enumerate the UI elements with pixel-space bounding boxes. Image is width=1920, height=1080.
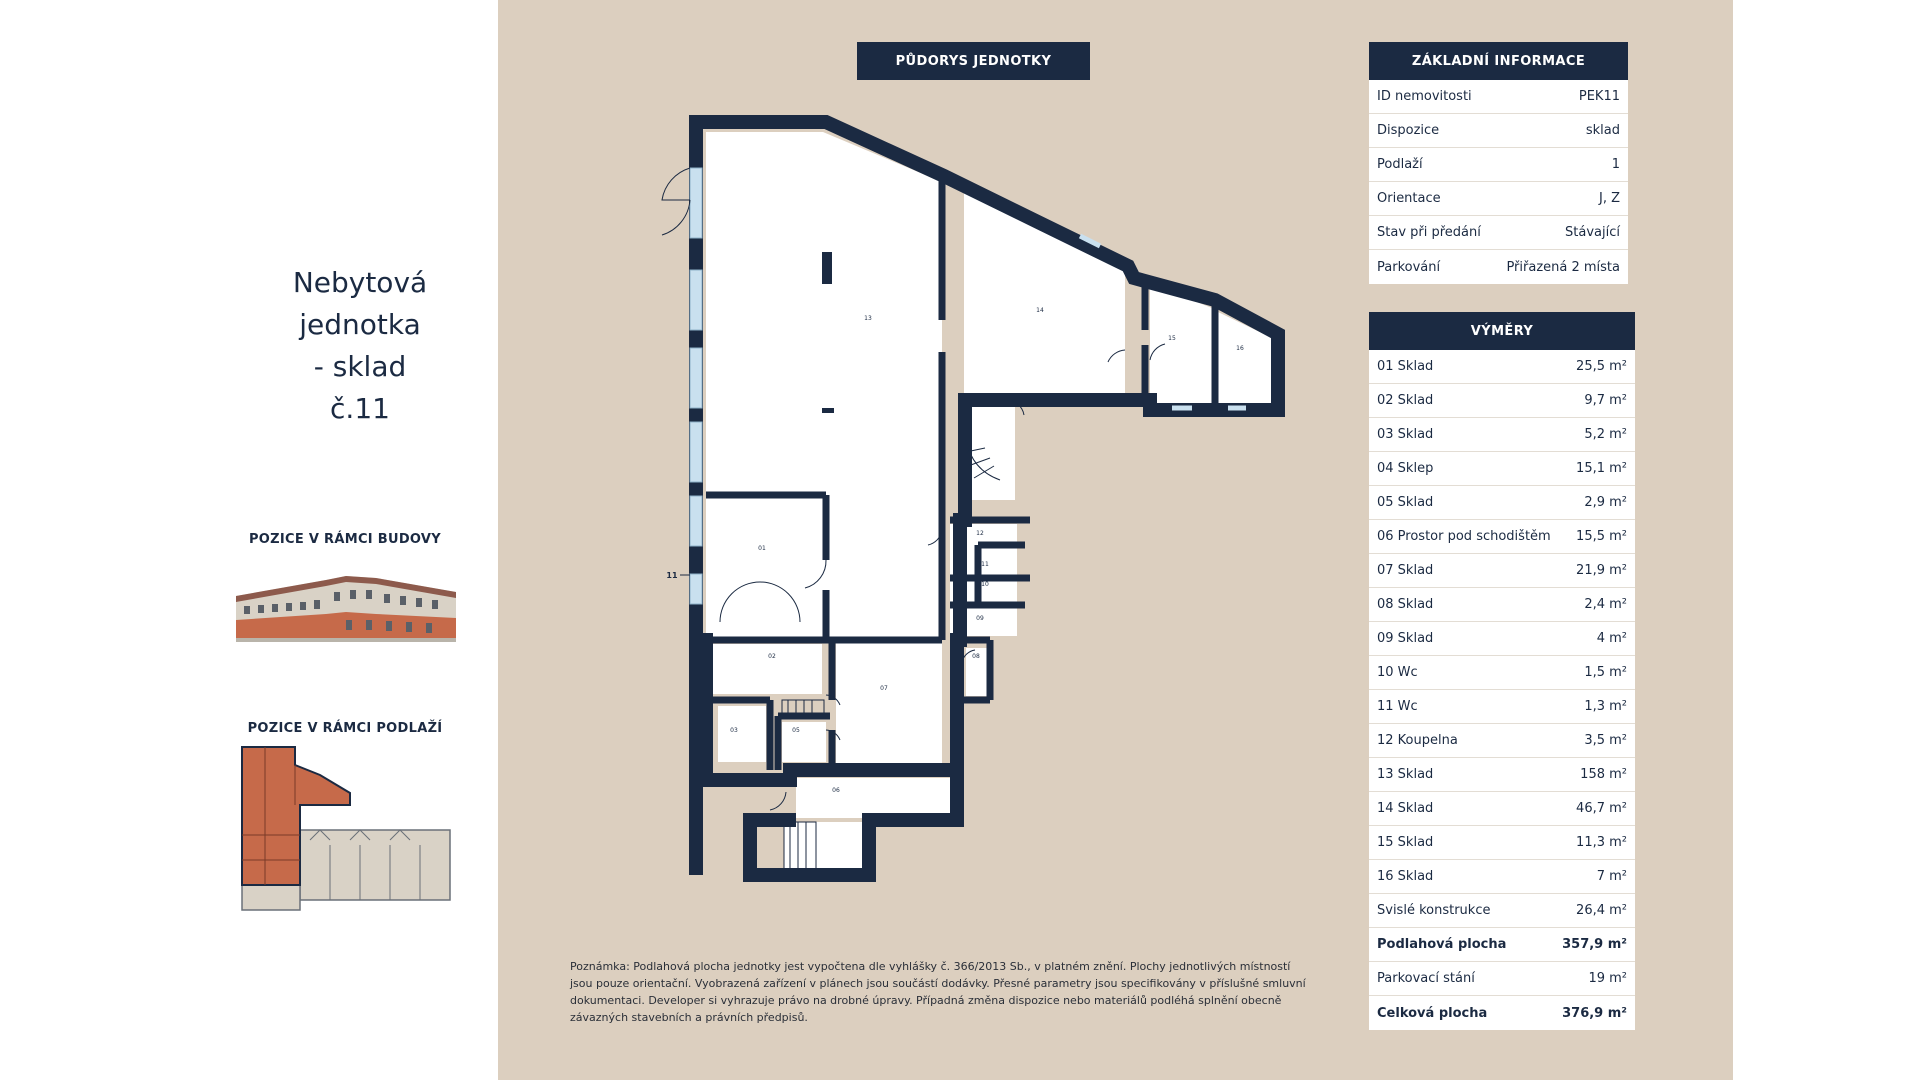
area-row bbox=[1369, 758, 1635, 792]
area-row-value: 9,7 m² bbox=[1584, 393, 1627, 408]
area-row bbox=[1369, 452, 1635, 486]
room-label-06: 06 bbox=[832, 787, 840, 794]
disclaimer-note: Poznámka: Podlahová plocha jednotky jest vypočtena dle vyhlášky č. 366/2013 Sb., v platném znění. Plochy jednotlivých místností jsou pouze orientační. Vyobrazená zařízení v plánech jsou součástí dodávky. Přesné parametry jsou specifikovány v příslušné smluvní dokumentaci. Developer si vyhrazuje právo na drobné úpravy. Případná změna dispozice nebo materiálů podléhá splnění obecně závazných stavebních a právních předpisů. bbox=[570, 960, 1306, 1024]
area-row-value: 11,3 m² bbox=[1576, 835, 1627, 850]
room-label-15: 15 bbox=[1168, 335, 1176, 342]
title-line-3: - sklad bbox=[313, 350, 407, 383]
area-row-value: 7 m² bbox=[1596, 869, 1627, 884]
position-building-label: POZICE V RÁMCI BUDOVY bbox=[248, 532, 442, 547]
area-row-value: 46,7 m² bbox=[1576, 801, 1627, 816]
area-row bbox=[1369, 860, 1635, 894]
area-row-value: 158 m² bbox=[1580, 767, 1627, 782]
area-row-label: 08 Sklad bbox=[1377, 597, 1434, 612]
area-row bbox=[1369, 418, 1635, 452]
area-row-label: 04 Sklep bbox=[1377, 461, 1434, 476]
area-row-label: 11 Wc bbox=[1377, 699, 1418, 714]
info-row: Dispozice sklad bbox=[1369, 114, 1628, 148]
area-row-value: 26,4 m² bbox=[1576, 903, 1627, 918]
area-row bbox=[1369, 588, 1635, 622]
area-row-label: Svislé konstrukce bbox=[1377, 903, 1491, 918]
area-row bbox=[1369, 656, 1635, 690]
room-label-08: 08 bbox=[972, 653, 980, 660]
room-label-02: 02 bbox=[768, 653, 776, 660]
areas-table bbox=[1369, 350, 1635, 1030]
floorplan-header: PŮDORYS JEDNOTKY bbox=[857, 42, 1090, 80]
room-label-14: 14 bbox=[1036, 307, 1044, 314]
area-row-label: 10 Wc bbox=[1377, 665, 1418, 680]
area-row-label: 05 Sklad bbox=[1377, 495, 1434, 510]
area-row-value: 376,9 m² bbox=[1562, 1005, 1627, 1021]
room-label-10: 10 bbox=[981, 581, 989, 588]
room-label-09: 09 bbox=[976, 615, 984, 622]
area-row-label: Podlahová plocha bbox=[1377, 937, 1507, 952]
area-row-label: Parkovací stání bbox=[1377, 971, 1475, 986]
left-column bbox=[0, 0, 498, 1080]
area-row-label: 16 Sklad bbox=[1377, 869, 1434, 884]
area-row bbox=[1369, 962, 1635, 996]
area-row-value: 3,5 m² bbox=[1584, 733, 1627, 748]
area-row-label: 02 Sklad bbox=[1377, 393, 1434, 408]
area-row-value: 25,5 m² bbox=[1576, 359, 1627, 374]
area-row-label: 06 Prostor pod schodištěm bbox=[1377, 529, 1551, 544]
room-label-11: 11 bbox=[981, 561, 989, 568]
area-row bbox=[1369, 622, 1635, 656]
info-row: ID nemovitosti PEK11 bbox=[1369, 80, 1628, 114]
area-row bbox=[1369, 384, 1635, 418]
unit-title bbox=[200, 262, 520, 430]
area-row bbox=[1369, 554, 1635, 588]
area-row-value: 2,9 m² bbox=[1584, 495, 1627, 510]
area-row-label: 12 Koupelna bbox=[1377, 733, 1458, 748]
floor-plan bbox=[660, 110, 1300, 890]
area-row bbox=[1369, 996, 1635, 1030]
area-row bbox=[1369, 724, 1635, 758]
room-label-12: 12 bbox=[976, 530, 984, 537]
area-row-label: 09 Sklad bbox=[1377, 631, 1434, 646]
area-row bbox=[1369, 894, 1635, 928]
title-line-1: Nebytová bbox=[292, 266, 428, 299]
info-row: Stav při předání Stávající bbox=[1369, 216, 1628, 250]
floor-position-image bbox=[240, 745, 455, 913]
area-row bbox=[1369, 826, 1635, 860]
title-line-4: č.11 bbox=[330, 392, 390, 425]
area-row-value: 15,5 m² bbox=[1576, 529, 1627, 544]
area-row-value: 19 m² bbox=[1588, 971, 1627, 986]
room-label-13: 13 bbox=[864, 315, 872, 322]
room-label-05: 05 bbox=[792, 727, 800, 734]
unit-marker: 11 bbox=[666, 571, 678, 580]
area-row-value: 2,4 m² bbox=[1584, 597, 1627, 612]
area-row-value: 1,5 m² bbox=[1584, 665, 1627, 680]
area-row bbox=[1369, 792, 1635, 826]
area-row-value: 5,2 m² bbox=[1584, 427, 1627, 442]
info-row: Parkování Přiřazená 2 místa bbox=[1377, 259, 1620, 275]
area-row-label: 15 Sklad bbox=[1377, 835, 1434, 850]
area-row-value: 21,9 m² bbox=[1576, 563, 1627, 578]
areas-header: VÝMĚRY bbox=[1369, 312, 1635, 350]
info-row: Podlaží 1 bbox=[1369, 148, 1628, 182]
area-row-value: 4 m² bbox=[1596, 631, 1627, 646]
room-label-16: 16 bbox=[1236, 345, 1244, 352]
area-row-label: 13 Sklad bbox=[1377, 767, 1434, 782]
area-row-value: 15,1 m² bbox=[1576, 461, 1627, 476]
area-row-label: 03 Sklad bbox=[1377, 427, 1434, 442]
position-floor-label: POZICE V RÁMCI PODLAŽÍ bbox=[247, 721, 443, 736]
info-row: Orientace J, Z bbox=[1369, 182, 1628, 216]
basic-info-header: ZÁKLADNÍ INFORMACE bbox=[1369, 42, 1628, 80]
area-row bbox=[1369, 486, 1635, 520]
room-label-07: 07 bbox=[880, 685, 888, 692]
area-row-label: 14 Sklad bbox=[1377, 801, 1434, 816]
building-image bbox=[236, 558, 456, 644]
area-row-value: 357,9 m² bbox=[1562, 937, 1627, 952]
area-row-value: 1,3 m² bbox=[1584, 699, 1627, 714]
room-label-01: 01 bbox=[758, 545, 766, 552]
basic-info-table bbox=[1369, 80, 1628, 284]
title-line-2: jednotka bbox=[299, 308, 421, 341]
area-row-label: Celková plocha bbox=[1377, 1005, 1488, 1021]
area-row bbox=[1369, 690, 1635, 724]
area-row-label: 07 Sklad bbox=[1377, 563, 1434, 578]
area-row bbox=[1369, 928, 1635, 962]
area-row-label: 01 Sklad bbox=[1377, 359, 1434, 374]
area-row bbox=[1369, 520, 1635, 554]
area-row bbox=[1369, 350, 1635, 384]
room-label-03: 03 bbox=[730, 727, 738, 734]
